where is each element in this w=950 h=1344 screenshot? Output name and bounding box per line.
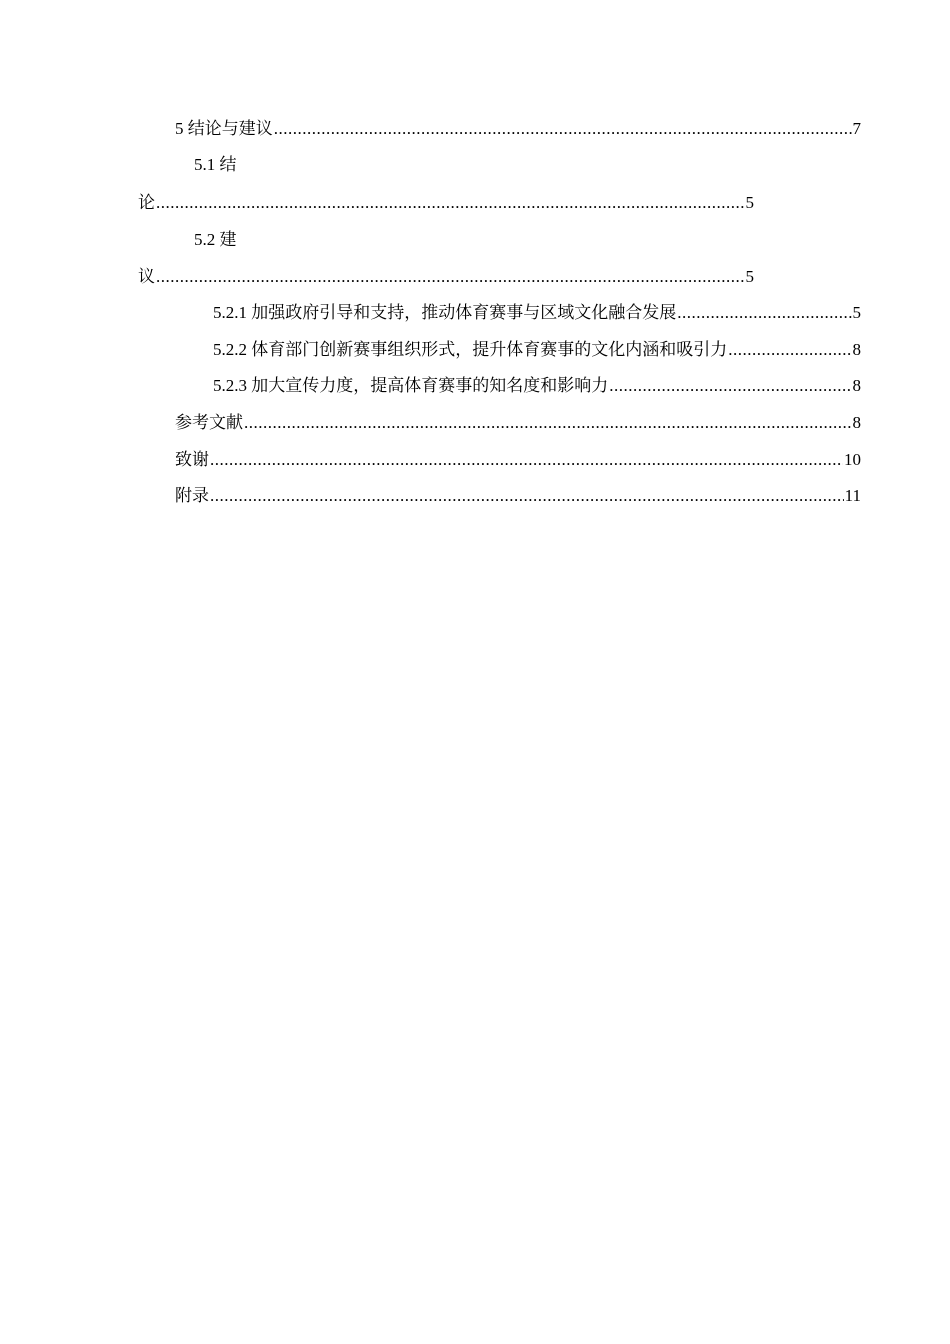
toc-entry-label: 5.2.2 体育部门创新赛事组织形式，提升体育赛事的文化内涵和吸引力	[213, 340, 728, 359]
toc-entry-5-1-tail[interactable]	[138, 192, 754, 214]
toc-page-number: 10	[844, 450, 861, 469]
toc-entry-5-2-2[interactable]	[213, 339, 861, 361]
toc-dot-leader	[210, 449, 843, 471]
toc-page-number: 8	[852, 413, 861, 432]
toc-dot-leader	[274, 118, 852, 140]
toc-entry-5-2-1[interactable]	[213, 302, 861, 324]
toc-entry-label: 5.2.1 加强政府引导和支持，推动体育赛事与区域文化融合发展	[213, 303, 677, 322]
toc-entry-label: 5 结论与建议	[175, 119, 273, 138]
toc-entry-label: 5.1 结	[194, 155, 237, 174]
toc-entry-label: 参考文献	[175, 413, 243, 432]
toc-entry-label: 5.2.3 加大宣传力度，提高体育赛事的知名度和影响力	[213, 376, 609, 395]
toc-entry-label: 论	[138, 193, 155, 212]
toc-dot-leader	[210, 485, 844, 507]
toc-entry-label: 5.2 建	[194, 230, 237, 249]
toc-entry-5-2-tail[interactable]	[138, 266, 754, 288]
toc-entry-label: 致谢	[175, 450, 209, 469]
toc-entry-chapter-5[interactable]	[175, 118, 861, 140]
toc-page-number: 11	[844, 486, 861, 505]
toc-dot-leader	[609, 375, 851, 397]
toc-page-number: 5	[745, 193, 754, 212]
toc-page-number: 7	[852, 119, 861, 138]
toc-entry-5-2-3[interactable]	[213, 375, 861, 397]
toc-entry-acknowledgements[interactable]	[175, 449, 861, 471]
toc-entry-5-1-head[interactable]	[194, 154, 237, 176]
toc-entry-appendix[interactable]	[175, 485, 861, 507]
toc-entry-references[interactable]	[175, 412, 861, 434]
toc-page-number: 5	[852, 303, 861, 322]
toc-page-number: 8	[852, 376, 861, 395]
toc-dot-leader	[156, 192, 745, 214]
toc-dot-leader	[677, 302, 851, 324]
toc-entry-label: 附录	[175, 486, 209, 505]
toc-dot-leader	[244, 412, 852, 434]
toc-dot-leader	[728, 339, 851, 361]
toc-page-number: 8	[852, 340, 861, 359]
toc-entry-label: 议	[138, 267, 155, 286]
toc-dot-leader	[156, 266, 745, 288]
toc-page-number: 5	[745, 267, 754, 286]
toc-entry-5-2-head[interactable]	[194, 229, 237, 251]
